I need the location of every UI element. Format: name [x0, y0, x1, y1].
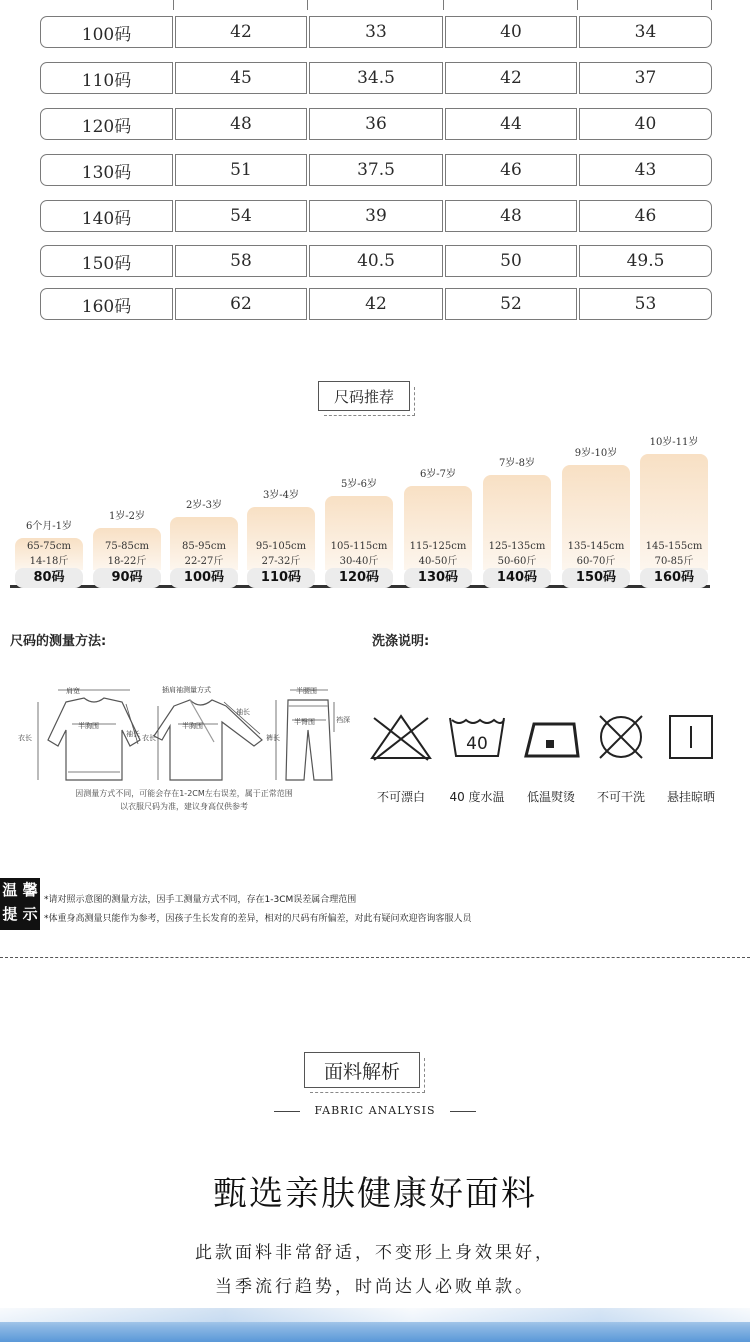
length-label-2: 衣长: [142, 734, 156, 742]
low-iron-icon: [516, 712, 586, 762]
measure-cell: 42: [309, 288, 443, 320]
size-pill: 80码: [15, 568, 83, 588]
measure-cell: 49.5: [579, 245, 712, 277]
age-label: 3岁-4岁: [262, 489, 300, 501]
height-range: 105-115cm: [330, 541, 388, 552]
weight-range: 40-50斤: [418, 556, 458, 567]
sleeve-label-1: 袖长: [126, 730, 140, 738]
measure-cell: 50: [445, 245, 577, 277]
wash-label-1: 40 度水温: [449, 790, 505, 804]
height-range: 95-105cm: [255, 541, 307, 552]
fabric-tag-title: 面料解析: [323, 1060, 400, 1083]
fabric-subtitle: [0, 1104, 750, 1117]
size-pill: 140码: [483, 568, 551, 588]
measure-cell: 53: [579, 288, 712, 320]
measure-cell: 34: [579, 16, 712, 48]
hang-dry-icon: [656, 712, 726, 762]
table-row: [40, 62, 712, 94]
no-bleach-icon: [366, 712, 436, 762]
age-label: 6岁-7岁: [419, 468, 457, 480]
table-row: [40, 108, 712, 140]
measure-cell: 37.5: [309, 154, 443, 186]
size-pill: 120码: [325, 568, 393, 588]
measure-cell: 33: [309, 16, 443, 48]
measure-cell: 48: [175, 108, 307, 140]
size-cell: 100码: [40, 16, 173, 48]
wash-temp-number: 40: [466, 734, 488, 754]
measure-title: 尺码的测量方法:: [10, 634, 107, 649]
wash-label-0: 不可漂白: [376, 790, 425, 804]
measure-cell: 36: [309, 108, 443, 140]
age-label: 2岁-3岁: [185, 500, 223, 511]
wash-40-icon: [442, 712, 512, 762]
measure-cell: 43: [579, 154, 712, 186]
fabric-tag: [304, 1052, 420, 1088]
size-cell: 160码: [40, 288, 173, 320]
size-pill: 110码: [247, 568, 315, 588]
measure-cell: 45: [175, 62, 307, 94]
table-row: [40, 288, 712, 320]
table-row: [40, 16, 712, 48]
tip-line-1: *请对照示意图的测量方法，因手工测量方式不同，存在1-3CM误差属合理范围: [44, 895, 357, 905]
size-pill: 150码: [562, 568, 630, 588]
size-pill: 100码: [170, 568, 238, 588]
fabric-title: 甄选亲肤健康好面料: [213, 1174, 537, 1214]
dashed-separator: [0, 957, 750, 958]
age-label: 7岁-8岁: [498, 458, 536, 469]
weight-range: 60-70斤: [576, 556, 616, 567]
age-column: [483, 453, 551, 585]
measure-cell: 37: [579, 62, 712, 94]
chest-label-1: 半胸围: [78, 722, 99, 730]
height-range: 115-125cm: [409, 541, 467, 552]
tips-badge: [0, 878, 40, 930]
size-pill: 130码: [404, 568, 472, 588]
weight-range: 22-27斤: [184, 556, 224, 567]
fabric-subtitle-text: FABRIC ANALYSIS: [314, 1104, 436, 1117]
age-label: 1岁-2岁: [108, 510, 146, 522]
measure-cell: 46: [579, 200, 712, 232]
height-range: 65-75cm: [27, 541, 71, 552]
age-label: 6个月-1岁: [25, 521, 73, 532]
age-column: [404, 464, 472, 585]
tips-badge-line-1: 温 馨: [2, 881, 38, 899]
measure-cell: 42: [175, 16, 307, 48]
wash-label-2: 低温熨烫: [526, 790, 575, 804]
measure-diagram: [14, 680, 354, 820]
weight-range: 27-32斤: [261, 556, 301, 567]
waist-label: 半腰围: [296, 687, 317, 695]
measure-cell: 42: [445, 62, 577, 94]
length-label-1: 衣长: [18, 734, 32, 742]
height-range: 145-155cm: [645, 541, 703, 552]
weight-range: 14-18斤: [29, 556, 69, 567]
weight-range: 30-40斤: [339, 556, 379, 567]
measure-cell: 34.5: [309, 62, 443, 94]
size-cell: 140码: [40, 200, 173, 232]
size-pill: 90码: [93, 568, 161, 588]
measure-cell: 40: [579, 108, 712, 140]
measure-cell: 44: [445, 108, 577, 140]
fabric-desc-2: 当季流行趋势，时尚达人必败单款。: [215, 1277, 535, 1297]
table-top-stub: [40, 0, 712, 10]
size-recommend-title: 尺码推荐: [333, 387, 394, 406]
fabric-desc-1: 此款面料非常舒适，不变形上身效果好，: [195, 1243, 555, 1263]
fabric-image-band: [0, 1308, 750, 1342]
age-column: [247, 485, 315, 585]
age-column: [562, 443, 630, 585]
age-column: [93, 506, 161, 585]
measure-cell: 40.5: [309, 245, 443, 277]
size-cell: 110码: [40, 62, 173, 94]
weight-range: 18-22斤: [107, 556, 147, 567]
raglan-label: 插肩袖测量方式: [162, 686, 211, 694]
wash-title: 洗涤说明:: [372, 634, 430, 649]
measure-note-2: 以衣服尺码为准，建议身高仅供参考: [120, 802, 248, 811]
chest-label-2: 半胸围: [182, 722, 203, 730]
tips-badge-line-2: 提 示: [2, 905, 38, 923]
weight-range: 70-85斤: [654, 556, 694, 567]
rise-label: 裆深: [336, 716, 350, 724]
age-label: 9岁-10岁: [574, 447, 618, 459]
age-column: [170, 495, 238, 585]
hip-label: 半臀围: [294, 718, 315, 726]
wash-label-3: 不可干洗: [596, 790, 645, 804]
measure-cell: 39: [309, 200, 443, 232]
sleeve-label-2: 袖长: [236, 708, 250, 716]
wash-label-4: 悬挂晾晒: [666, 790, 715, 804]
measure-cell: 46: [445, 154, 577, 186]
size-cell: 120码: [40, 108, 173, 140]
measure-cell: 51: [175, 154, 307, 186]
measure-note-1: 因测量方式不同，可能会存在1-2CM左右误差，属于正常范围: [75, 789, 293, 798]
table-row: [40, 245, 712, 277]
weight-range: 50-60斤: [497, 556, 537, 567]
age-column: [640, 432, 708, 585]
size-cell: 150码: [40, 245, 173, 277]
size-recommend-tag: [318, 381, 410, 411]
measure-cell: 58: [175, 245, 307, 277]
size-pill: 160码: [640, 568, 708, 588]
tip-line-2: *体重身高测量只能作为参考，因孩子生长发育的差异，相对的尺码有所偏差，对此有疑问欢迎咨询客服人员: [44, 914, 472, 924]
no-dry-clean-icon: [586, 712, 656, 762]
measure-cell: 40: [445, 16, 577, 48]
measure-cell: 54: [175, 200, 307, 232]
age-column: [15, 516, 83, 585]
height-range: 125-135cm: [488, 541, 546, 552]
measure-cell: 62: [175, 288, 307, 320]
age-size-chart: [10, 432, 710, 588]
shoulder-label: 肩宽: [66, 687, 80, 695]
pants-length-label: 裤长: [266, 734, 280, 742]
size-cell: 130码: [40, 154, 173, 186]
table-row: [40, 200, 712, 232]
age-label: 5岁-6岁: [340, 479, 378, 490]
height-range: 85-95cm: [182, 541, 226, 552]
measure-cell: 52: [445, 288, 577, 320]
age-column: [325, 474, 393, 585]
height-range: 75-85cm: [105, 541, 149, 552]
age-label: 10岁-11岁: [649, 437, 699, 448]
table-row: [40, 154, 712, 186]
measure-cell: 48: [445, 200, 577, 232]
height-range: 135-145cm: [567, 541, 625, 552]
